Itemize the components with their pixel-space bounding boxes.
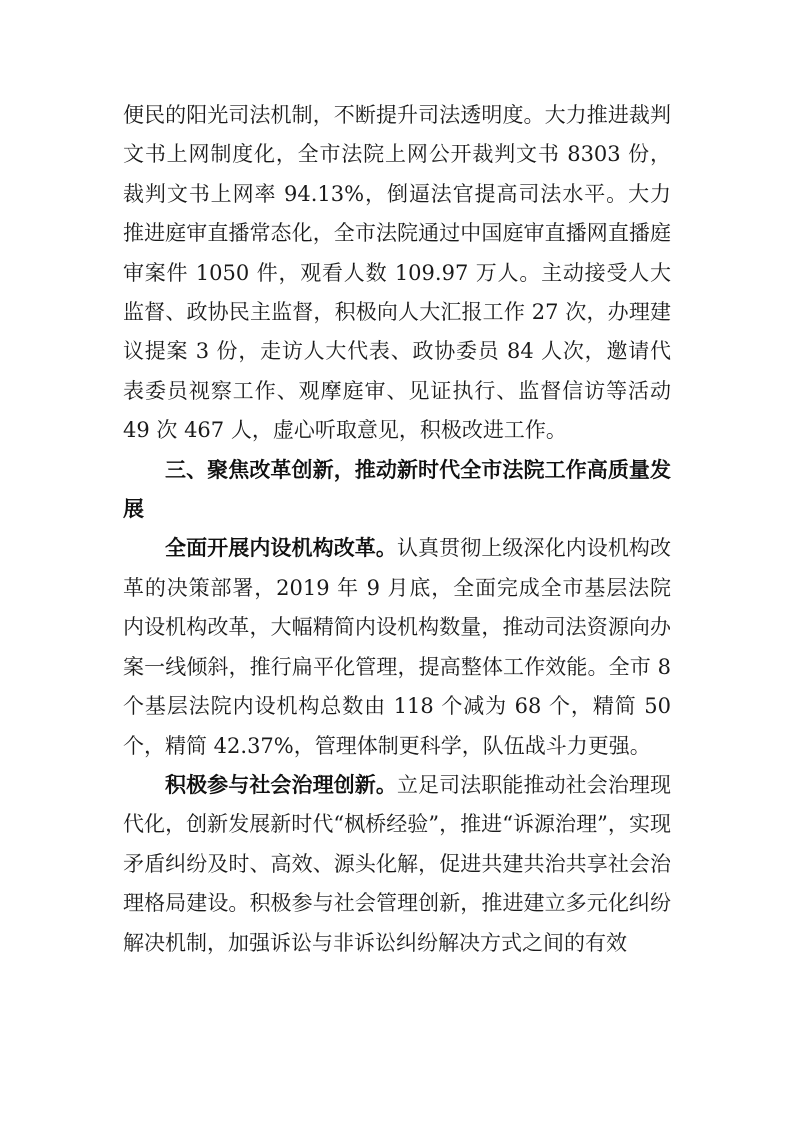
paragraph-lead-internal-reform: 全面开展内设机构改革。 (165, 536, 397, 561)
paragraph-transparency: 便民的阳光司法机制，不断提升司法透明度。大力推进裁判文书上网制度化，全市法院上网公开裁判文书 8303 份，裁判文书上网率 94.13%，倒逼法官提高司法水平。大力推进庭审直播常态化，全市法院通过中国庭审直播网直播庭审案件 1050 件，观看人数 109.97 万人。主动接受人大监督、政协民主监督，积极向人大汇报工作 27 次，办理建议提案 3 份，走访人大代表、政协委员 84 人次，邀请代表委员视察工作、观摩庭审、见证执行、监督信访等活动 49 次 467 人，虚心听取意见，积极改进工作。 (123, 103, 671, 443)
document-page (123, 96, 671, 963)
section-heading-3: 三、聚焦改革创新，推动新时代全市法院工作高质量发展 (123, 457, 671, 522)
paragraph-lead-social-governance: 积极参与社会治理创新。 (165, 772, 397, 797)
paragraph-social-governance (123, 766, 671, 963)
paragraph-body-social-governance: 立足司法职能推动社会治理现代化，创新发展新时代“枫桥经验”，推进“诉源治理”，实现矛盾纠纷及时、高效、源头化解，促进共建共治共享社会治理格局建设。积极参与社会管理创新，推进建立多元化纠纷解决机制，加强诉讼与非诉讼纠纷解决方式之间的有效 (123, 772, 672, 955)
paragraph-body-internal-reform: 认真贯彻上级深化内设机构改革的决策部署，2019 年 9 月底，全面完成全市基层法院内设机构改革，大幅精简内设机构数量，推动司法资源向办案一线倾斜，推行扁平化管理，提高整体工作效能。全市 8 个基层法院内设机构总数由 118 个减为 68 个，精简 50 个，精简 42.37%，管理体制更科学，队伍战斗力更强。 (123, 536, 672, 758)
paragraph-internal-reform (123, 529, 671, 765)
